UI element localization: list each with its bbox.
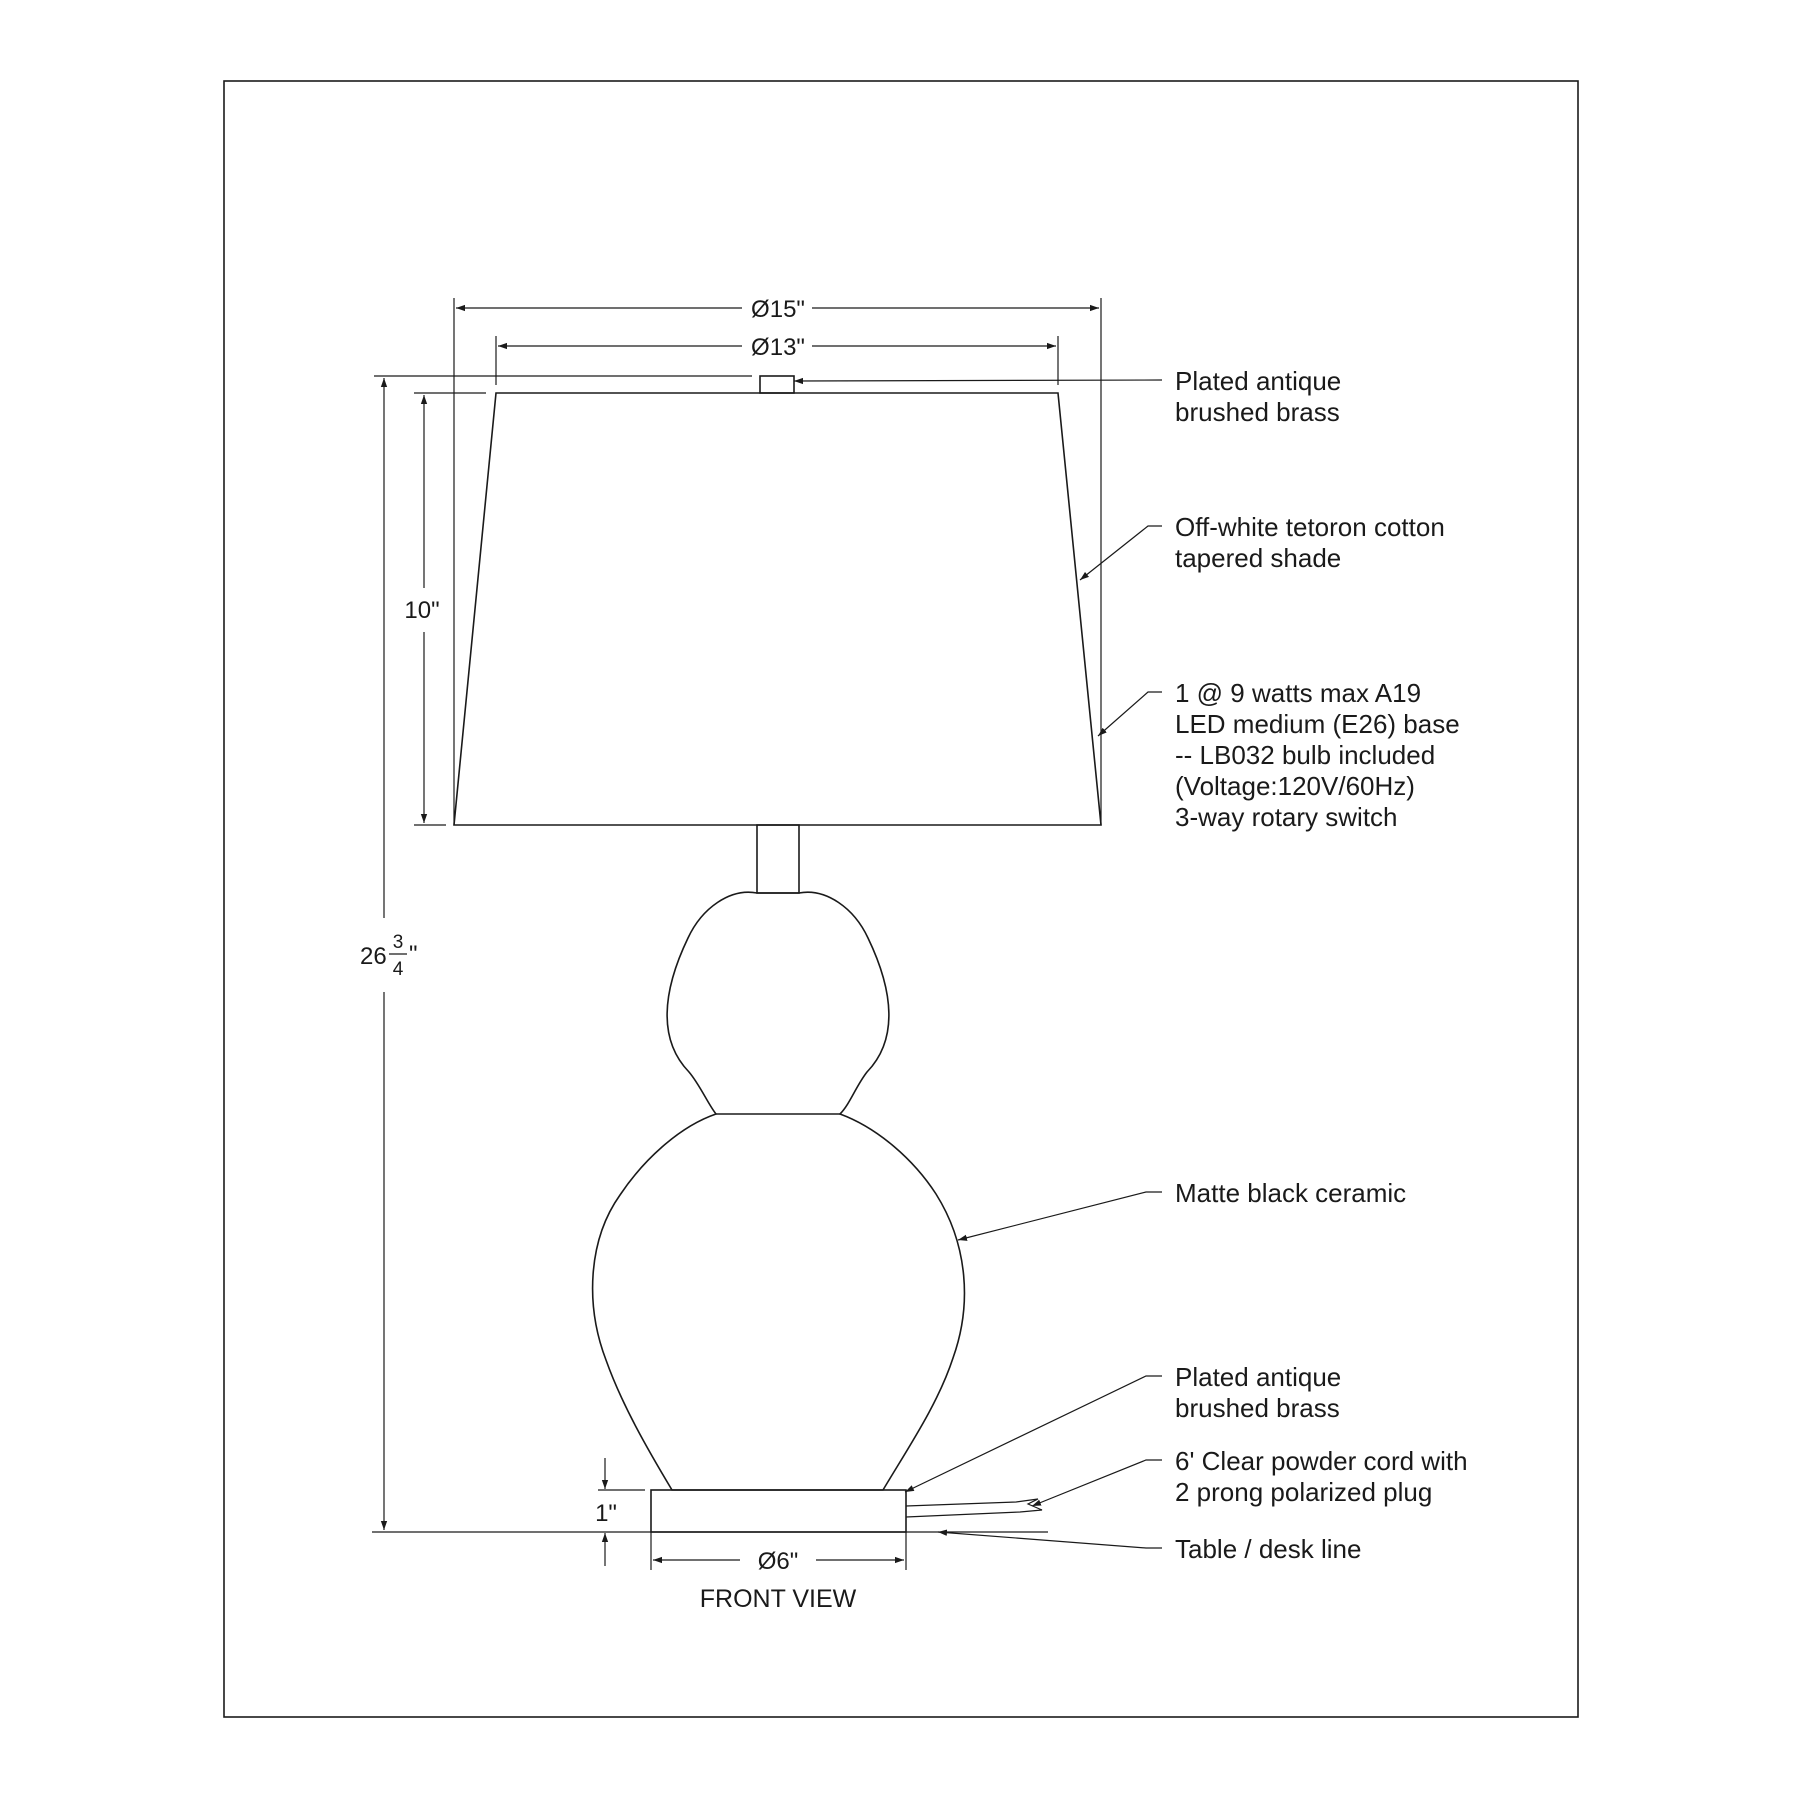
finial: [760, 376, 794, 393]
dim-base-height: 1": [595, 1500, 617, 1527]
dim-overall-height: [360, 932, 418, 980]
callout-shade-line2: tapered shade: [1175, 543, 1342, 573]
view-label: FRONT VIEW: [699, 1585, 857, 1613]
callout-cord-line2: 2 prong polarized plug: [1175, 1477, 1433, 1507]
dim-overall-height-inch: ": [409, 941, 418, 968]
callout-shade: [1175, 512, 1445, 573]
dimension-lines: [374, 298, 1101, 1570]
lamp-neck: [757, 825, 799, 893]
dim-overall-height-numerator: 3: [392, 932, 404, 953]
callout-bulb: [1175, 678, 1460, 832]
dim-overall-height-whole: 26: [360, 943, 387, 970]
power-cord: [906, 1499, 1042, 1517]
callout-body: [1175, 1178, 1406, 1208]
callout-finial-line2: brushed brass: [1175, 397, 1340, 427]
callout-shade-line1: Off-white tetoron cotton: [1175, 512, 1445, 542]
dim-shade-bottom-diameter: Ø15": [751, 296, 805, 323]
ceramic-body: [593, 892, 965, 1490]
callout-finial-line1: Plated antique: [1175, 366, 1342, 396]
lamp-base: [651, 1490, 906, 1532]
dim-base-diameter: Ø6": [757, 1548, 799, 1575]
callout-bulb-line4: (Voltage:120V/60Hz): [1175, 771, 1415, 801]
lamp-shade: [454, 393, 1101, 825]
lamp-front-view: [372, 376, 1101, 1532]
callout-cord: [1175, 1446, 1468, 1507]
callout-bulb-line2: LED medium (E26) base: [1175, 709, 1460, 739]
callout-cord-line1: 6' Clear powder cord with: [1175, 1446, 1468, 1476]
callout-bulb-line1: 1 @ 9 watts max A19: [1175, 678, 1422, 708]
callout-bulb-line3: -- LB032 bulb included: [1175, 740, 1436, 770]
callout-base-line2: brushed brass: [1175, 1393, 1340, 1423]
callout-bulb-line5: 3-way rotary switch: [1175, 802, 1398, 832]
callout-base-line1: Plated antique: [1175, 1362, 1342, 1392]
dim-shade-height: 10": [404, 597, 440, 624]
callout-base: [1175, 1362, 1341, 1423]
callout-leaders: [794, 380, 1162, 1548]
callout-finial: [1175, 366, 1341, 427]
dim-overall-height-denominator: 4: [392, 959, 404, 980]
callout-table: [1175, 1534, 1361, 1564]
callout-body-line1: Matte black ceramic: [1175, 1178, 1407, 1208]
callout-table-line1: Table / desk line: [1175, 1534, 1362, 1564]
dim-shade-top-diameter: Ø13": [751, 334, 805, 361]
